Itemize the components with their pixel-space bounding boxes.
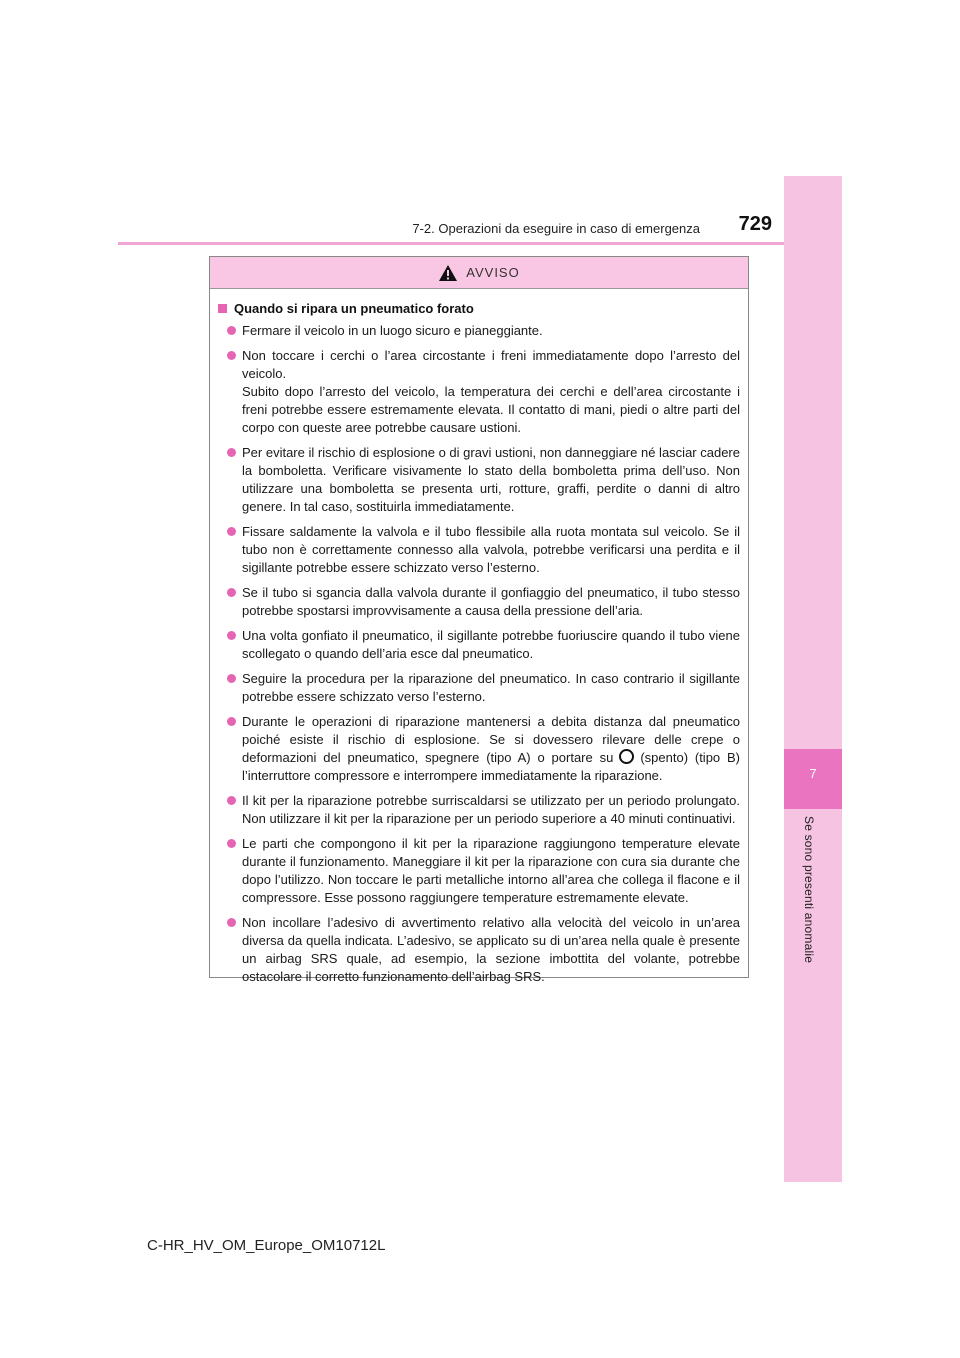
chapter-title: Se sono presenti anomalie — [802, 816, 816, 964]
section-title-text: Quando si ripara un pneumatico forato — [234, 301, 474, 316]
list-item — [218, 713, 740, 785]
list-item — [218, 444, 740, 516]
header-section-title: 7-2. Operazioni da eseguire in caso di emergenza — [412, 221, 700, 236]
list-item-text: Una volta gonfiato il pneumatico, il sigillante potrebbe fuoriuscire quando il tubo viene scollegato o quando dell’aria esce dal pneumatico. — [242, 628, 740, 661]
list-item-text — [242, 713, 740, 785]
list-item — [218, 627, 740, 663]
document-code: C-HR_HV_OM_Europe_OM10712L — [147, 1237, 386, 1254]
bullet-icon — [227, 839, 236, 848]
chapter-number: 7 — [809, 766, 817, 781]
page-number: 729 — [738, 213, 772, 235]
list-item — [218, 670, 740, 706]
warning-heading: AVVISO — [466, 265, 520, 280]
list-item — [218, 322, 740, 340]
list-item-text: Se il tubo si sgancia dalla valvola durante il gonfiaggio del pneumatico, il tubo stesso potrebbe spostarsi improvvisamente a causa della pressione dell’aria. — [242, 585, 740, 618]
list-item-text: Fermare il veicolo in un luogo sicuro e pianeggiante. — [242, 323, 543, 338]
bullet-icon — [227, 527, 236, 536]
list-item-text: Fissare saldamente la valvola e il tubo flessibile alla ruota montata sul veicolo. Se il tubo non è correttamente connesso alla valvola, potrebbe verificarsi una perdita e il sigillante potrebbe essere schizzato verso l’esterno. — [242, 524, 740, 575]
list-item — [218, 347, 740, 437]
power-off-ring-icon — [619, 749, 634, 764]
bullet-icon — [227, 588, 236, 597]
warning-box — [209, 256, 749, 984]
list-item — [218, 523, 740, 577]
header-divider — [118, 242, 840, 245]
list-item — [218, 835, 740, 907]
list-item-text: Seguire la procedura per la riparazione del pneumatico. In caso contrario il sigillante potrebbe essere schizzato verso l’esterno. — [242, 671, 740, 704]
side-tab — [784, 176, 842, 1182]
list-item-text: Non toccare i cerchi o l’area circostante i freni immediatamente dopo l’arresto del veicolo. — [242, 348, 740, 381]
bullet-icon — [227, 448, 236, 457]
bullet-icon — [227, 326, 236, 335]
bullet-icon — [227, 717, 236, 726]
bullet-icon — [227, 351, 236, 360]
warning-header — [210, 257, 748, 289]
list-item-text: Per evitare il rischio di esplosione o di gravi ustioni, non danneggiare né lasciar cadere la bomboletta. Verificare visivamente lo stato della bomboletta prima dell’uso. Non utilizzare una bomboletta se presenta urti, rotture, graffi, perdite o danni di altro genere. In tal caso, sostituirla immediatamente. — [242, 445, 740, 514]
list-item-text-continued: Subito dopo l’arresto del veicolo, la temperatura dei cerchi e dell’area circostante i freni potrebbe essere estremamente elevata. Il contatto di mani, piedi o altre parti del corpo con queste aree potrebbe causare ustioni. — [242, 384, 740, 435]
warning-body — [210, 289, 748, 986]
list-item-text: Le parti che compongono il kit per la riparazione raggiungono temperature elevate durante il funzionamento. Maneggiare il kit per la riparazione con cura sia durante che dopo l’utilizzo. Non toccare le parti metalliche intorno all’area che collega il flacone e il compressore. Esse possono raggiungere temperature estremamente elevate. — [242, 836, 740, 905]
bullet-icon — [227, 631, 236, 640]
list-item-text-part: (spento) (tipo B) l’interruttore compressore e interrompere immediatamente la riparazione. — [242, 750, 741, 783]
square-bullet-icon — [218, 304, 227, 313]
warning-triangle-icon — [438, 264, 458, 282]
list-item — [218, 792, 740, 828]
bullet-icon — [227, 918, 236, 927]
list-item-text: Il kit per la riparazione potrebbe surriscaldarsi se utilizzato per un periodo prolungato. Non utilizzare il kit per la riparazione per un periodo superiore a 40 minuti continuativi. — [242, 793, 740, 826]
list-item-text: Non incollare l’adesivo di avvertimento relativo alla velocità del veicolo in un’area diversa da quella indicata. L’adesivo, se applicato su di un’area nella quale è presente un airbag SRS quale, ad esempio, la sezione imbottita del volante, potrebbe ostacolare il corretto funzionamento dell’airbag SRS. — [242, 915, 740, 984]
list-item-text-part: Durante le operazioni di riparazione mantenersi a debita distanza dal pneumatico poiché esiste il rischio di esplosione. Se si dovessero rilevare delle crepe o deformazioni del pneumatico, spegnere (tipo A) o portare su — [242, 714, 740, 765]
bullet-icon — [227, 796, 236, 805]
section-title — [218, 301, 740, 316]
bullet-icon — [227, 674, 236, 683]
list-item — [218, 914, 740, 986]
list-item — [218, 584, 740, 620]
